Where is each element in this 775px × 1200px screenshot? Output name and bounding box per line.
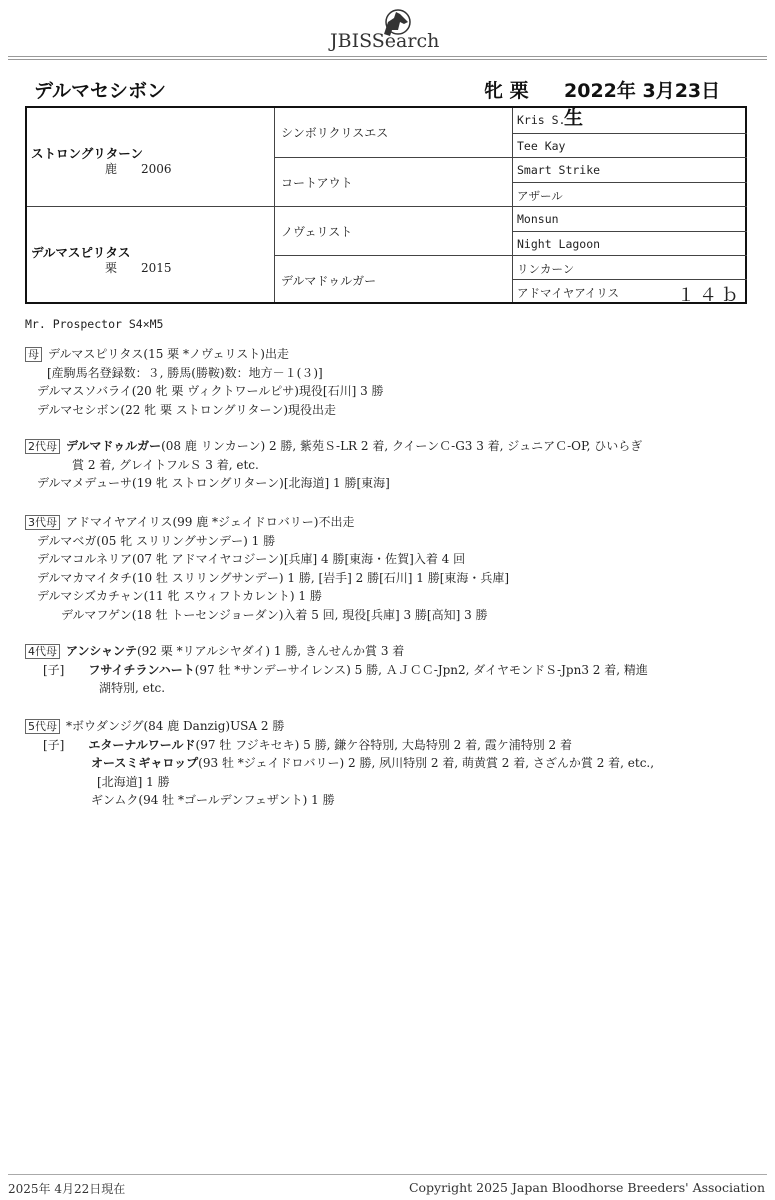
- gen4-line: (92 栗 *リアルシヤダイ) 1 勝, きんせんか賞 3 着: [136, 644, 405, 658]
- dam-color: 栗: [105, 261, 118, 275]
- mother-line: デルマスピリタス(15 栗 *ノヴェリスト)出走: [48, 347, 289, 361]
- section-gen2: [25, 437, 642, 493]
- child-tag: [子]: [43, 737, 65, 752]
- footer-divider: [8, 1174, 767, 1175]
- dsd-name[interactable]: Night Lagoon: [517, 237, 601, 251]
- child-tag: [子]: [43, 662, 65, 677]
- header-divider: [8, 59, 767, 60]
- pedigree-dam: [27, 206, 275, 302]
- gen5-child3-line: ギンムク(94 牡 *ゴールデンフェザント) 1 勝: [91, 793, 335, 807]
- gen5-child1-name: エターナルワールド: [88, 737, 196, 752]
- header: [0, 0, 775, 60]
- sire-name[interactable]: ストロングリターン: [31, 146, 144, 161]
- gen5-child2-line: (93 牡 *ジェイドロバリー) 2 勝, 夙川特別 2 着, 萌黄賞 2 着, さざんか賞 2 着, etc.,: [198, 756, 655, 770]
- ssd-name[interactable]: Tee Kay: [517, 139, 566, 153]
- dds-name[interactable]: リンカーン: [517, 262, 575, 276]
- as-of-date: 2025年 4月22日現在: [8, 1182, 126, 1196]
- ds-name[interactable]: ノヴェリスト: [281, 225, 353, 239]
- dam-name[interactable]: デルマスピリタス: [31, 245, 131, 260]
- mother-stats: [産駒馬名登録数：３, 勝馬(勝鞍)数：地方－１(３)]: [47, 365, 323, 380]
- dam-year: 2015: [141, 261, 172, 275]
- sds-name[interactable]: Smart Strike: [517, 163, 601, 177]
- pedigree-dd: [275, 255, 513, 302]
- pedigree-sire: [27, 108, 275, 206]
- pedigree-dds: [513, 255, 747, 279]
- dss-name[interactable]: Monsun: [517, 212, 559, 226]
- logo-suffix: Search: [371, 30, 440, 52]
- tag-gen3: 3代母: [25, 515, 60, 530]
- pedigree-table: [25, 106, 747, 304]
- sss-name[interactable]: Kris S.: [517, 113, 566, 127]
- tag-gen5: 5代母: [25, 719, 60, 734]
- gen3-offspring: デルマシズカチャン(11 牝 スウィフトカレント) 1 勝: [37, 589, 322, 603]
- sibling-line: デルマセシボン(22 牝 栗 ストロングリターン)現役出走: [37, 402, 336, 417]
- gen5-child1-line: (97 牡 フジキセキ) 5 勝, 鎌ケ谷特別, 大島特別 2 着, 霞ケ浦特別 2 着: [195, 737, 573, 752]
- sex-color: 牝 栗: [484, 80, 529, 102]
- inbreeding-crosses: Mr. Prospector S4×M5: [25, 317, 164, 331]
- sibling-line: デルマスソバライ(20 牝 栗 ヴィクトワールピサ)現役[石川] 3 勝: [37, 384, 384, 398]
- gen4-child-name: フサイチランハート: [88, 662, 195, 677]
- section-mother: [25, 345, 384, 419]
- ddd-name[interactable]: アドマイヤアイリス: [517, 286, 620, 300]
- pedigree-ddd: [513, 279, 747, 306]
- gen3-offspring: デルマコルネリア(07 牝 アドマイヤコジーン)[兵庫] 4 勝[東海・佐賀]入着 4 回: [37, 552, 466, 566]
- tag-gen4: 4代母: [25, 644, 60, 659]
- gen5-line: *ボウダンジグ(84 鹿 Danzig)USA 2 勝: [66, 719, 285, 733]
- pedigree-ssd: [513, 133, 747, 157]
- gen2-offspring: デルマメデューサ(19 牝 ストロングリターン)[北海道] 1 勝[東海]: [37, 476, 390, 490]
- horse-name: デルマセシボン: [34, 80, 167, 102]
- section-gen3: [25, 513, 509, 624]
- dd-name[interactable]: デルマドゥルガー: [281, 274, 377, 288]
- pedigree-sd: [275, 157, 513, 206]
- pedigree-sdd: [513, 182, 747, 206]
- gen5-child2-line-cont: [北海道] 1 勝: [97, 774, 170, 789]
- sire-year: 2006: [141, 162, 172, 176]
- sdd-name[interactable]: アザール: [517, 189, 563, 203]
- sd-name[interactable]: コートアウト: [281, 176, 353, 190]
- gen2-line-cont: 賞 2 着, グレイトフルＳ 3 着, etc.: [72, 457, 259, 472]
- logo-prefix: JBIS: [330, 30, 372, 52]
- pedigree-dsd: [513, 231, 747, 255]
- gen3-grand-offspring: デルマフゲン(18 牡 トーセンジョーダン)入着 5 回, 現役[兵庫] 3 勝[高知] 3 勝: [61, 607, 488, 622]
- tag-gen2: 2代母: [25, 439, 60, 454]
- header-divider: [8, 56, 767, 57]
- pedigree-ds: [275, 206, 513, 255]
- pedigree-sds: [513, 157, 747, 182]
- gen3-offspring: デルマカマイタチ(10 牡 スリリングサンデー) 1 勝, [岩手] 2 勝[石川] 1 勝[東海・兵庫]: [37, 570, 510, 585]
- gen3-line: アドマイヤアイリス(99 鹿 *ジェイドロバリー)不出走: [66, 515, 355, 529]
- pedigree-ss: [275, 108, 513, 157]
- gen4-child-line-cont: 湖特別, etc.: [99, 681, 166, 695]
- section-gen4: [25, 642, 648, 698]
- tag-mother: 母: [25, 347, 42, 362]
- gen4-name: アンシャンテ: [66, 644, 137, 658]
- gen2-line: (08 鹿 リンカーン) 2 勝, 紫苑Ｓ-LR 2 着, クイーンＣ-G3 3 着, ジュニアＣ-OP, ひいらぎ: [161, 439, 643, 453]
- gen5-child2-name: オースミギャロップ: [91, 756, 199, 770]
- ss-name[interactable]: シンボリクリスエス: [281, 126, 389, 140]
- pedigree-sss: [513, 108, 747, 133]
- sire-color: 鹿: [105, 162, 118, 176]
- gen4-child-line: (97 牡 *サンデーサイレンス) 5 勝, ＡＪＣＣ-Jpn2, ダイヤモンドＳ-Jpn3 2 着, 精進: [194, 662, 648, 677]
- jbis-search-logo[interactable]: [330, 8, 460, 52]
- copyright: Copyright 2025 Japan Bloodhorse Breeders' Association: [408, 1180, 765, 1195]
- gen3-offspring: デルマベガ(05 牝 スリリングサンデー) 1 勝: [37, 533, 276, 548]
- family-number: １４ｂ: [677, 285, 743, 306]
- section-gen5: [25, 717, 654, 810]
- birth-date: 2022年 3月23日生: [564, 80, 721, 129]
- pedigree-dss: [513, 206, 747, 231]
- gen2-name: デルマドゥルガー: [66, 439, 162, 453]
